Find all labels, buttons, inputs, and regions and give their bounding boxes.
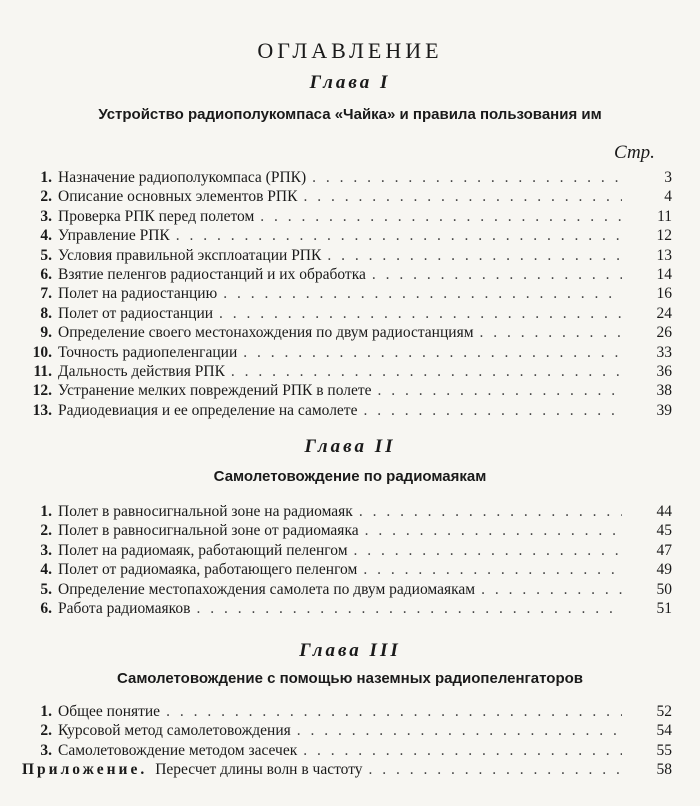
entry-page: 4	[664, 188, 672, 206]
entry-number: 2.	[40, 722, 52, 740]
toc-entry	[22, 304, 672, 323]
leader-dots	[166, 702, 622, 721]
entry-text: Проверка РПК перед полетом	[58, 207, 255, 225]
entry-text: Полет от радиостанции	[58, 304, 214, 322]
entry-page: 38	[656, 382, 672, 400]
entry-number: 11.	[33, 362, 52, 380]
entry-number: 5.	[40, 580, 52, 598]
toc-entry	[22, 265, 672, 284]
entry-page: 33	[656, 343, 672, 361]
entry-number: 5.	[40, 246, 52, 264]
entry-page: 39	[656, 401, 672, 419]
entry-text: Общее понятие	[58, 703, 161, 720]
entry-number: 4.	[40, 227, 52, 245]
entry-text: Взятие пеленгов радиостанций и их обработка	[58, 265, 366, 283]
entry-page: 49	[656, 561, 672, 579]
entry-text: Полет на радиомаяк, работающий пеленгом	[58, 541, 348, 559]
leader-dots	[303, 741, 622, 760]
entry-page: 12	[656, 227, 672, 245]
entry-text: Определение местопахождения самолета по двум радиомаякам	[58, 580, 476, 598]
toc-entry	[22, 560, 672, 579]
leader-dots	[359, 502, 622, 521]
entry-page: 14	[656, 265, 672, 283]
leader-dots	[176, 226, 622, 245]
leader-dots	[223, 284, 622, 303]
leader-dots	[481, 580, 622, 599]
entry-text: Самолетовождение методом засечек	[58, 741, 298, 759]
page-title: ОГЛАВЛЕНИЕ	[257, 38, 443, 63]
toc-entry	[22, 343, 672, 362]
leader-dots	[327, 246, 622, 265]
entry-page: 3	[664, 169, 672, 186]
leader-dots	[365, 521, 622, 540]
entry-text: Условия правильной эксплоатации РПК	[58, 246, 322, 264]
toc-entry	[22, 702, 672, 721]
toc-entry	[22, 284, 672, 303]
leader-dots	[363, 560, 622, 579]
entry-number: 3.	[40, 541, 52, 559]
entry-text: Полет в равносигнальной зоне на радиомаяк	[58, 503, 353, 520]
leader-dots	[372, 265, 622, 284]
entry-page: 50	[656, 580, 672, 598]
entry-text: Полет от радиомаяка, работающего пеленгом	[58, 561, 358, 579]
entry-page: 24	[656, 304, 672, 322]
toc-entry	[22, 226, 672, 245]
leader-dots	[297, 721, 622, 740]
entry-page: 45	[656, 522, 672, 540]
entry-number: 7.	[40, 285, 52, 303]
toc-entry	[22, 207, 672, 226]
entry-text: Работа радиомаяков	[58, 599, 191, 617]
leader-dots	[231, 362, 622, 381]
leader-dots	[243, 343, 622, 362]
toc-entry	[22, 246, 672, 265]
pages-column-label: Стр.	[614, 142, 655, 163]
entry-text: Полет в равносигнальной зоне от радиомаяка	[58, 522, 359, 540]
entry-number: 10.	[32, 343, 52, 361]
entry-text: Назначение радиополукомпаса (РПК)	[58, 169, 307, 186]
entry-number: 3.	[40, 741, 52, 759]
entry-number: 2.	[40, 522, 52, 540]
leader-dots	[354, 541, 622, 560]
leader-dots	[260, 207, 622, 226]
entry-page: 36	[656, 362, 672, 380]
chapter-3-entries	[22, 702, 672, 780]
entry-text: Определение своего местонахождения по двум радиостанциям	[58, 324, 474, 342]
entry-text: Курсовой метод самолетовождения	[58, 722, 291, 740]
toc-entry	[22, 521, 672, 540]
chapter-3-title: Самолетовождение с помощью наземных радиопеленгаторов	[116, 670, 584, 687]
chapter-1-title: Устройство радиополукомпаса «Чайка» и правила пользования им	[98, 106, 602, 123]
chapter-1-label: Глава I	[309, 72, 391, 93]
toc-entry	[22, 721, 672, 740]
entry-text: Описание основных элементов РПК	[58, 188, 298, 206]
entry-page: 16	[656, 285, 672, 303]
toc-entry	[22, 401, 672, 420]
toc-entry	[22, 362, 672, 381]
toc-entry	[22, 741, 672, 760]
entry-page: 58	[656, 761, 672, 779]
entry-page: 44	[656, 503, 672, 520]
toc-entry	[22, 323, 672, 342]
entry-page: 13	[656, 246, 672, 264]
entry-number: 8.	[40, 304, 52, 322]
entry-number: 4.	[40, 561, 52, 579]
entry-number: 2.	[40, 188, 52, 206]
leader-dots	[480, 323, 622, 342]
chapter-2-label: Глава II	[304, 436, 396, 457]
entry-text: Точность радиопеленгации	[58, 343, 238, 361]
entry-page: 54	[656, 722, 672, 740]
entry-page: 52	[656, 703, 672, 720]
entry-number: 9.	[40, 324, 52, 342]
entry-page: 26	[656, 324, 672, 342]
entry-text: Дальность действия РПК	[58, 362, 225, 380]
entry-number: 1.	[40, 703, 52, 720]
chapter-2-entries	[22, 502, 672, 618]
entry-number: 13.	[32, 401, 52, 419]
entry-text: Полет на радиостанцию	[58, 285, 218, 303]
entry-number: 1.	[40, 503, 52, 520]
toc-entry-appendix	[22, 760, 672, 779]
entry-text: Устранение мелких повреждений РПК в полете	[58, 382, 372, 400]
entry-text: Радиодевиация и ее определение на самолете	[58, 401, 358, 419]
toc-entry	[22, 580, 672, 599]
chapter-2-title: Самолетовождение по радиомаякам	[213, 468, 487, 485]
toc-entry	[22, 168, 672, 187]
chapter-3-label: Глава III	[299, 640, 401, 661]
entry-number: 1.	[40, 169, 52, 186]
leader-dots	[303, 187, 622, 206]
appendix-label: Приложение.	[22, 761, 148, 779]
entry-number: 6.	[40, 599, 52, 617]
toc-entry	[22, 599, 672, 618]
toc-entry	[22, 187, 672, 206]
entry-page: 55	[656, 741, 672, 759]
leader-dots	[196, 599, 622, 618]
toc-entry	[22, 502, 672, 521]
chapter-1-entries	[22, 168, 672, 420]
entry-text: Пересчет длины волн в частоту	[155, 761, 363, 779]
entry-text: Управление РПК	[58, 227, 170, 245]
entry-page: 11	[657, 207, 672, 225]
leader-dots	[369, 760, 622, 779]
leader-dots	[378, 381, 622, 400]
entry-number: 6.	[40, 265, 52, 283]
leader-dots	[363, 401, 622, 420]
toc-entry	[22, 381, 672, 400]
toc-entry	[22, 541, 672, 560]
entry-page: 47	[656, 541, 672, 559]
leader-dots	[312, 168, 622, 187]
entry-number: 12.	[32, 382, 52, 400]
entry-page: 51	[656, 599, 672, 617]
leader-dots	[219, 304, 622, 323]
entry-number: 3.	[40, 207, 52, 225]
